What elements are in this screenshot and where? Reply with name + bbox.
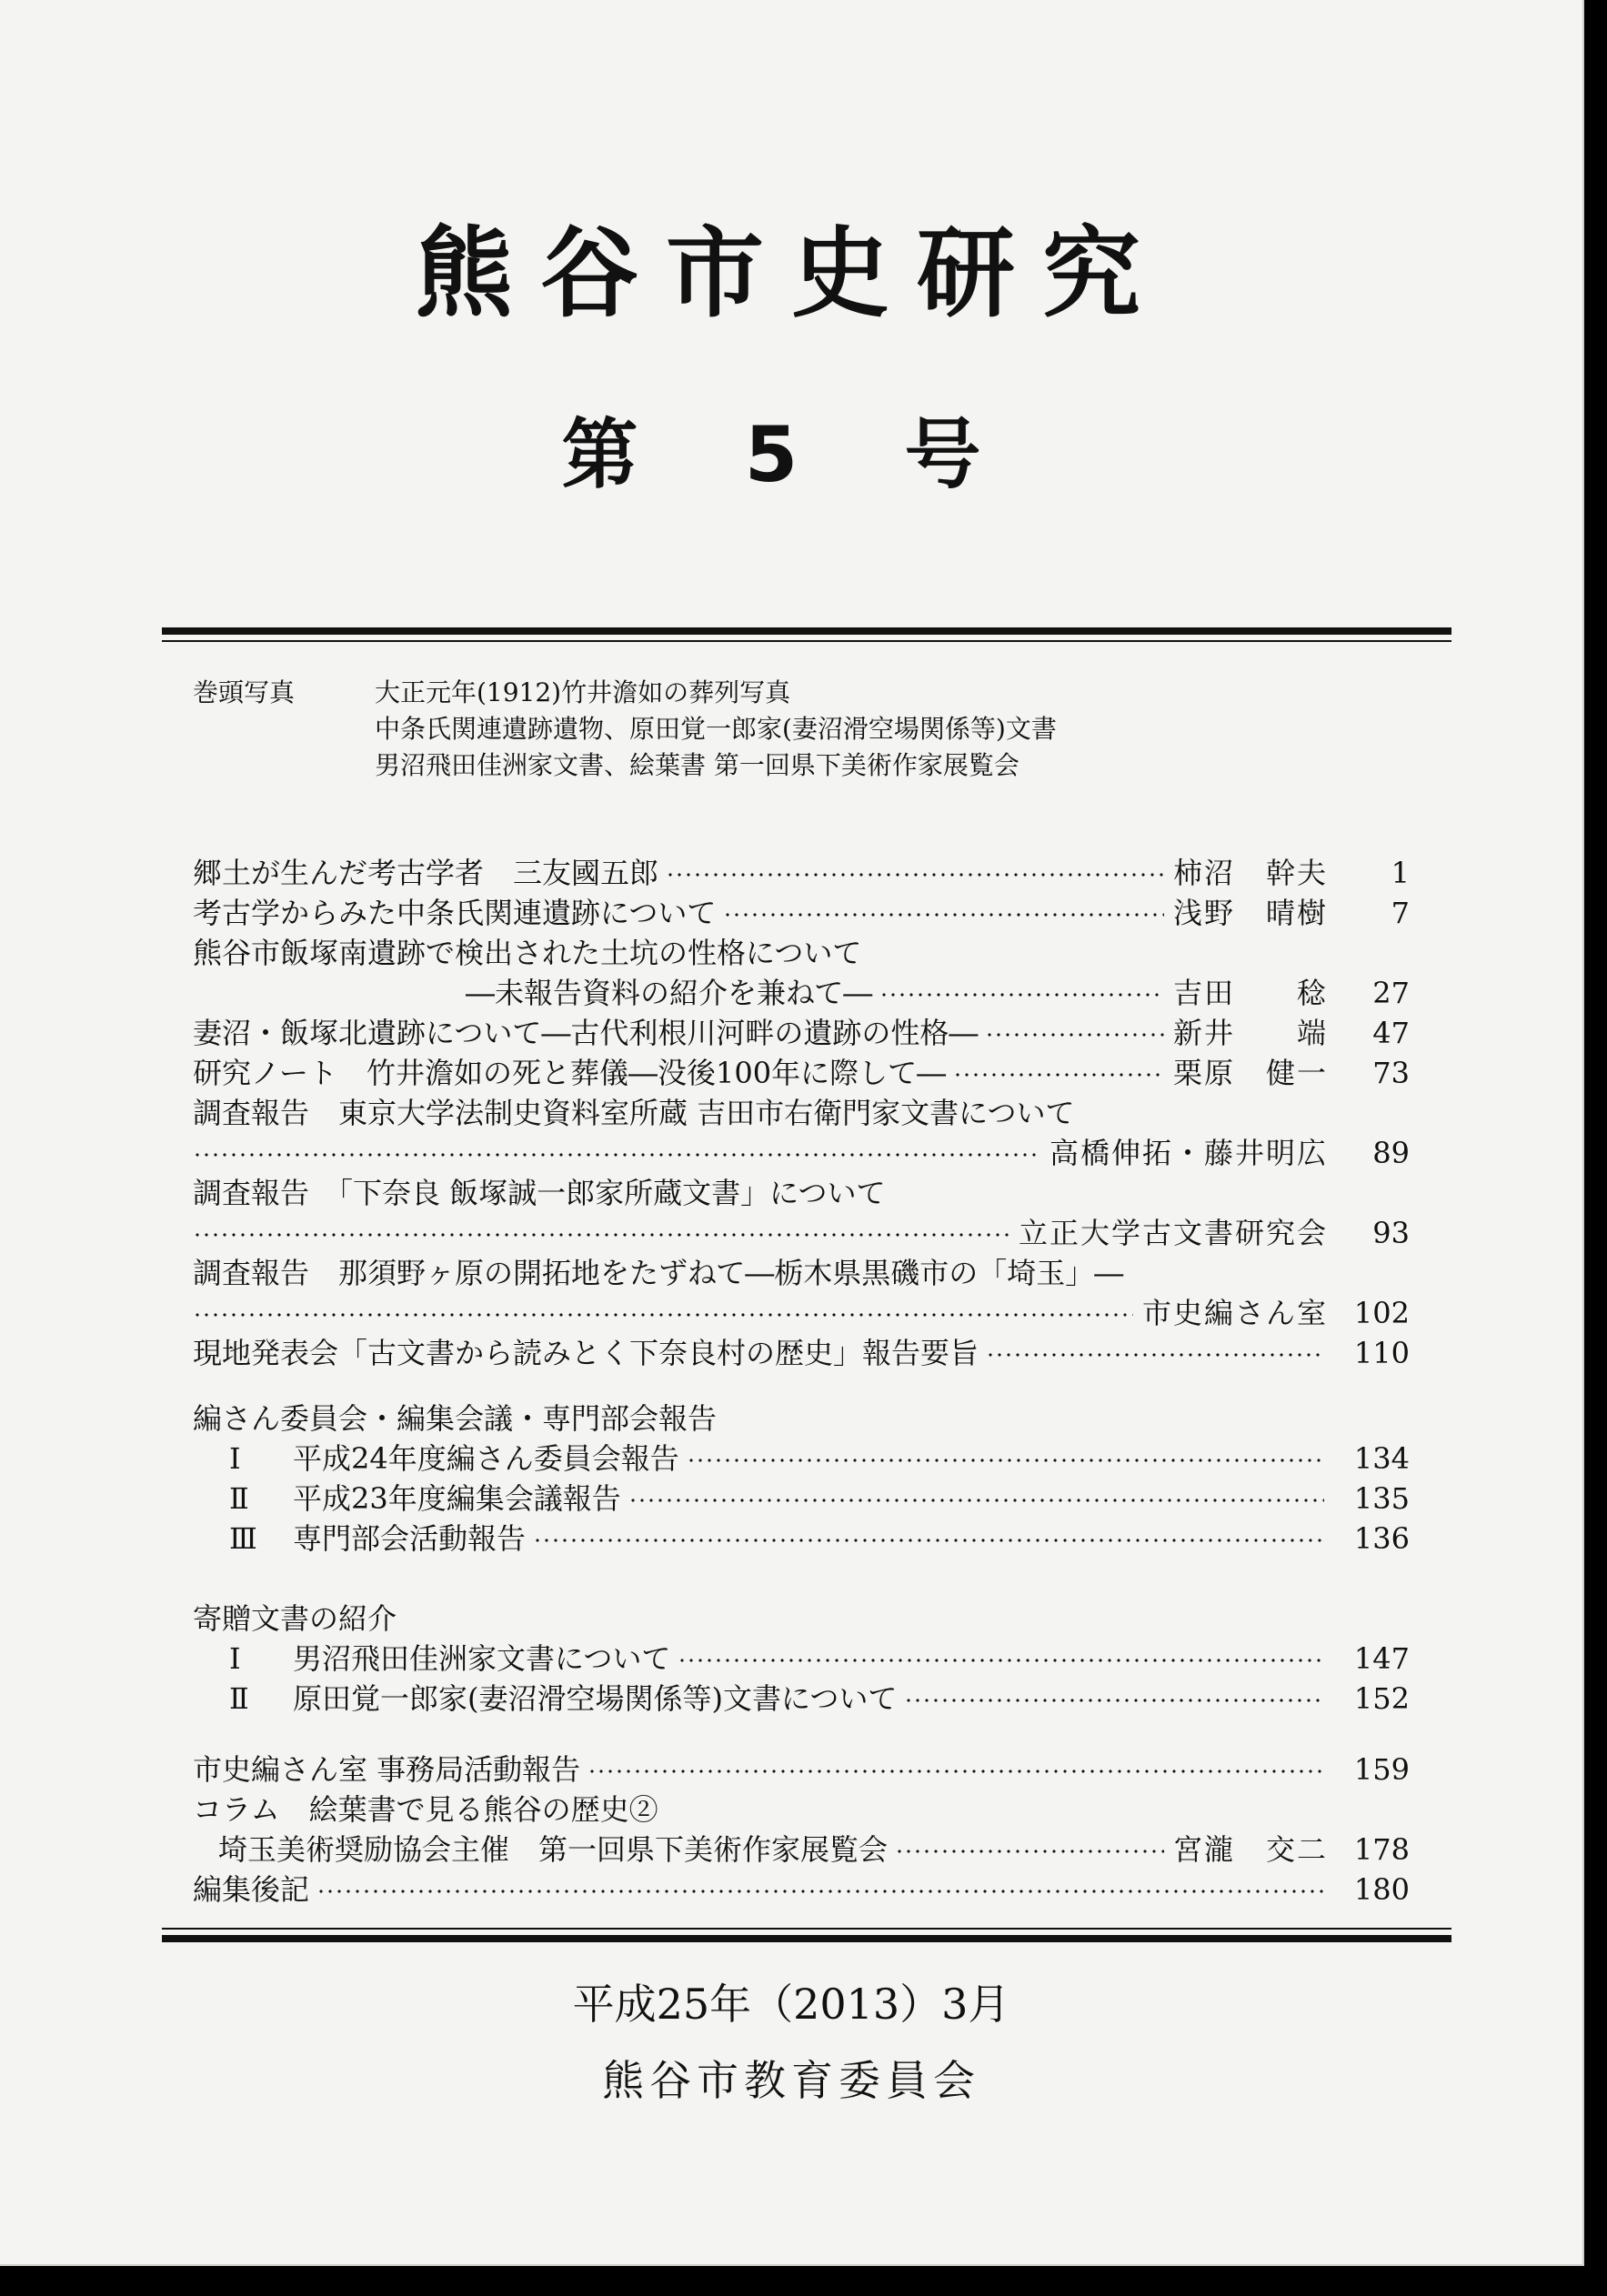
toc-entry (193, 1519, 1410, 1559)
toc-entry-title: 市史編さん室 事務局活動報告 (193, 1750, 588, 1790)
toc-entry-title: 郷土が生んだ考古学者 三友國五郎 (193, 853, 666, 893)
toc-entry-title: 埼玉美術奨励協会主催 第一回県下美術作家展覧会 (218, 1830, 895, 1870)
toc-entry (193, 1679, 1410, 1719)
leader-dots (193, 1233, 1009, 1237)
toc-entry-page: 134 (1353, 1441, 1410, 1476)
toc-entry-title: 妻沼・飯塚北遺跡について―古代利根川河畔の遺跡の性格― (193, 1013, 985, 1053)
leader-dots (628, 1499, 1324, 1502)
toc-entry-title: 調査報告 那須野ヶ原の開拓地をたずねて―栃木県黒磯市の「埼玉」― (193, 1253, 1130, 1293)
toc-entry-author: 立正大学古文書研究会 (1009, 1213, 1328, 1253)
toc-entry-page: 136 (1353, 1521, 1410, 1556)
toc-entry-author: 栗原 健一 (1164, 1053, 1328, 1093)
issue-number: 第 5 号 (561, 410, 1021, 499)
toc-entry-page: 102 (1353, 1296, 1410, 1330)
toc-entry-title: 現地発表会「古文書から読みとく下奈良村の歴史」報告要旨 (193, 1333, 986, 1373)
toc-entry (193, 1253, 1410, 1293)
toc-entry-text: 平成23年度編集会議報告 (293, 1481, 621, 1516)
toc-entry (193, 1333, 1410, 1373)
top-rule-thick (162, 627, 1451, 635)
toc-entry-title (229, 1679, 904, 1719)
leader-dots (953, 1073, 1164, 1077)
leader-dots (687, 1459, 1324, 1462)
toc-entry-title: コラム 絵葉書で見る熊谷の歴史② (193, 1790, 666, 1830)
toc-entry-author: 浅野 晴樹 (1164, 893, 1328, 933)
toc-entry-page: 110 (1353, 1336, 1410, 1370)
toc-entry (193, 1479, 1410, 1519)
bottom-rule-thin (162, 1928, 1451, 1930)
toc-entry (193, 1639, 1410, 1679)
toc-entry-title: 研究ノート 竹井澹如の死と葬儀―没後100年に際して― (193, 1053, 953, 1093)
toc-entry (193, 1053, 1410, 1093)
section-heading-donated: 寄贈文書の紹介 (193, 1601, 397, 1636)
toc-entry-page: 27 (1372, 976, 1410, 1010)
toc-entry-author: 吉田 稔 (1164, 973, 1328, 1013)
section-number: Ⅰ (229, 1641, 241, 1676)
toc-entry (193, 1213, 1410, 1253)
toc-entry (193, 1439, 1410, 1479)
top-rule-thin (162, 640, 1451, 642)
leader-dots (986, 1353, 1324, 1357)
toc-entry (193, 933, 1410, 973)
toc-entry-title: 調査報告 東京大学法制史資料室所蔵 吉田市右衛門家文書について (193, 1093, 1082, 1133)
journal-title: 熊谷市史研究 (414, 217, 1168, 331)
leader-dots (895, 1850, 1164, 1853)
toc-entry-page: 178 (1353, 1832, 1410, 1867)
frontispiece-line: 男沼飛田佳洲家文書、絵葉書 第一回県下美術作家展覧会 (375, 750, 1019, 780)
toc-entry-page: 7 (1391, 896, 1410, 930)
leader-dots (193, 1153, 1040, 1157)
toc-entry-text: 専門部会活動報告 (293, 1521, 527, 1556)
frontispiece-line: 大正元年(1912)竹井澹如の葬列写真 (375, 677, 791, 707)
toc-entry (193, 1870, 1410, 1910)
leader-dots (678, 1659, 1324, 1662)
toc-entry-page: 47 (1372, 1016, 1410, 1050)
toc-entry-page: 159 (1353, 1752, 1410, 1787)
toc-entry (193, 973, 1410, 1013)
toc-entry-title (229, 1639, 678, 1679)
toc-entry (193, 893, 1410, 933)
toc-entry-page: 180 (1353, 1872, 1410, 1907)
frontispiece-label: 巻頭写真 (193, 677, 296, 707)
toc-entry-page: 135 (1353, 1481, 1410, 1516)
toc-entry-text: 男沼飛田佳洲家文書について (293, 1641, 671, 1676)
toc-entry-author: 新井 端 (1164, 1013, 1328, 1053)
toc-entry-page: 1 (1391, 856, 1410, 890)
toc-entry-title: 熊谷市飯塚南遺跡で検出された土坑の性格について (193, 933, 869, 973)
toc-entry (193, 1133, 1410, 1173)
toc-entry-title (229, 1519, 533, 1559)
toc-entry-page: 147 (1353, 1641, 1410, 1676)
toc-entry-title: ―未報告資料の紹介を兼ねて― (466, 973, 879, 1013)
toc-entry-title: 考古学からみた中条氏関連遺跡について (193, 893, 723, 933)
publication-date: 平成25年（2013）3月 (572, 1980, 1010, 2029)
leader-dots (879, 993, 1164, 997)
bottom-rule-thick (162, 1935, 1451, 1942)
toc-entry-author: 市史編さん室 (1133, 1293, 1328, 1333)
toc-entry-author: 柿沼 幹夫 (1164, 853, 1328, 893)
leader-dots (316, 1890, 1324, 1893)
toc-entry (193, 1173, 1410, 1213)
toc-entry (193, 1293, 1410, 1333)
toc-entry-author: 高橋伸拓・藤井明広 (1040, 1133, 1328, 1173)
toc-entry (193, 1013, 1410, 1053)
leader-dots (985, 1033, 1164, 1037)
leader-dots (193, 1313, 1133, 1317)
section-number: Ⅱ (229, 1681, 249, 1716)
frontispiece-line: 中条氏関連遺跡遺物、原田覚一郎家(妻沼滑空場関係等)文書 (375, 714, 1057, 744)
toc-entry (193, 853, 1410, 893)
toc-entry-page: 152 (1353, 1681, 1410, 1716)
toc-entry (193, 1093, 1410, 1133)
leader-dots (666, 873, 1164, 877)
leader-dots (904, 1699, 1324, 1702)
toc-entry-text: 原田覚一郎家(妻沼滑空場関係等)文書について (293, 1681, 898, 1716)
section-number: Ⅰ (229, 1441, 241, 1476)
section-heading-committee: 編さん委員会・編集会議・専門部会報告 (193, 1401, 718, 1436)
leader-dots (533, 1539, 1324, 1542)
leader-dots (588, 1770, 1324, 1773)
publisher: 熊谷市教育委員会 (602, 2056, 980, 2105)
toc-entry-author: 宮瀧 交二 (1164, 1830, 1328, 1870)
toc-entry-title (229, 1479, 628, 1519)
toc-entry-text: 平成24年度編さん委員会報告 (293, 1441, 679, 1476)
toc-entry (193, 1790, 1410, 1830)
toc-entry-page: 93 (1372, 1216, 1410, 1250)
toc-entry-page: 73 (1372, 1056, 1410, 1090)
toc-entry (193, 1830, 1410, 1870)
toc-entry-title: 調査報告 「下奈良 飯塚誠一郎家所蔵文書」について (193, 1173, 893, 1213)
toc-entry-title (229, 1439, 687, 1479)
toc-entry-page: 89 (1372, 1136, 1410, 1170)
section-number: Ⅲ (229, 1521, 257, 1556)
toc-entry-title: 編集後記 (193, 1870, 316, 1910)
leader-dots (723, 913, 1164, 917)
toc-entry (193, 1750, 1410, 1790)
section-number: Ⅱ (229, 1481, 249, 1516)
